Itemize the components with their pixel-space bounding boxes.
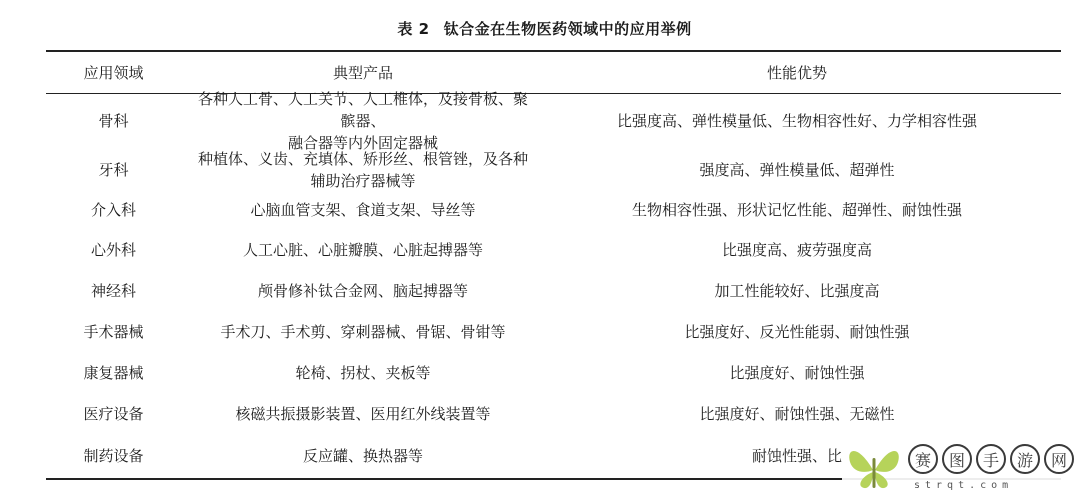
product-line: 人工心脏、心脏瓣膜、心脏起搏器等 [242,241,483,259]
row-product [181,148,533,192]
watermark-char: 游 [1010,444,1040,474]
row-product [181,321,533,343]
product-line: 核磁共振摄影装置、医用红外线装置等 [235,405,491,423]
product-line: 手术刀、手术剪、穿刺器械、骨锯、骨钳等 [220,323,506,341]
row-advantage: 比强度好、反光性能弱、耐蚀性强 [684,323,910,341]
product-line: 颅骨修补钛合金网、脑起搏器等 [257,282,468,300]
row-field: 制药设备 [83,447,144,465]
watermark-char: 手 [976,444,1006,474]
row-product [181,239,533,261]
header-field: 应用领域 [83,64,144,82]
row-product [181,403,533,425]
row-product [181,280,533,302]
header-product: 典型产品 [332,64,393,82]
row-advantage: 耐蚀性强、比 [751,447,842,465]
product-line: 各种人工骨、人工关节、人工椎体，及接骨板、聚髌器、 [197,90,528,130]
row-field: 康复器械 [83,364,144,382]
watermark-char: 网 [1044,444,1074,474]
row-field: 医疗设备 [83,405,144,423]
table-row [46,353,1061,393]
header-advantage: 性能优势 [766,64,827,82]
row-field: 骨科 [98,112,129,130]
table-title: 钛合金在生物医药领域中的应用举例 [443,20,692,38]
row-field: 牙科 [98,161,129,179]
table-top-rule [46,50,1061,52]
table-row [46,394,1061,434]
row-product [181,445,533,467]
row-advantage: 加工性能较好、比强度高 [714,282,880,300]
product-line: 心脑血管支架、食道支架、导丝等 [250,201,476,219]
table-header-row [46,54,1061,92]
watermark-char: 赛 [908,444,938,474]
site-watermark [842,436,1089,500]
row-product [181,199,533,221]
row-advantage: 比强度好、耐蚀性强、无磁性 [699,405,895,423]
table-row [46,90,1061,152]
row-advantage: 比强度好、耐蚀性强 [729,364,865,382]
watermark-text [908,444,1074,474]
row-field: 心外科 [90,241,136,259]
product-line: 反应罐、换热器等 [302,447,423,465]
table-row [46,230,1061,270]
product-line: 轮椅、拐杖、夹板等 [295,364,431,382]
table-row [46,190,1061,230]
row-advantage: 生物相容性强、形状记忆性能、超弹性、耐蚀性强 [631,201,962,219]
row-advantage: 强度高、弹性模量低、超弹性 [699,161,895,179]
product-line: 种植体、义齿、充填体、矫形丝、根管锉，及各种辅助治疗器械等 [197,150,528,190]
row-product [181,88,533,154]
row-advantage: 比强度高、弹性模量低、生物相容性好、力学相容性强 [616,112,977,130]
product-line: 融合器等内外固定器械 [287,134,438,152]
table-row [46,271,1061,311]
row-advantage: 比强度高、疲劳强度高 [721,241,872,259]
row-field: 手术器械 [83,323,144,341]
row-field: 神经科 [90,282,136,300]
table-row [46,312,1061,352]
table-number: 表 2 [397,20,430,38]
row-field: 介入科 [90,201,136,219]
table-row [46,150,1061,190]
watermark-char: 图 [942,444,972,474]
table-caption [0,18,1089,39]
butterfly-logo-icon [846,440,902,492]
row-product [181,362,533,384]
watermark-url: strqt.com [914,480,1014,491]
